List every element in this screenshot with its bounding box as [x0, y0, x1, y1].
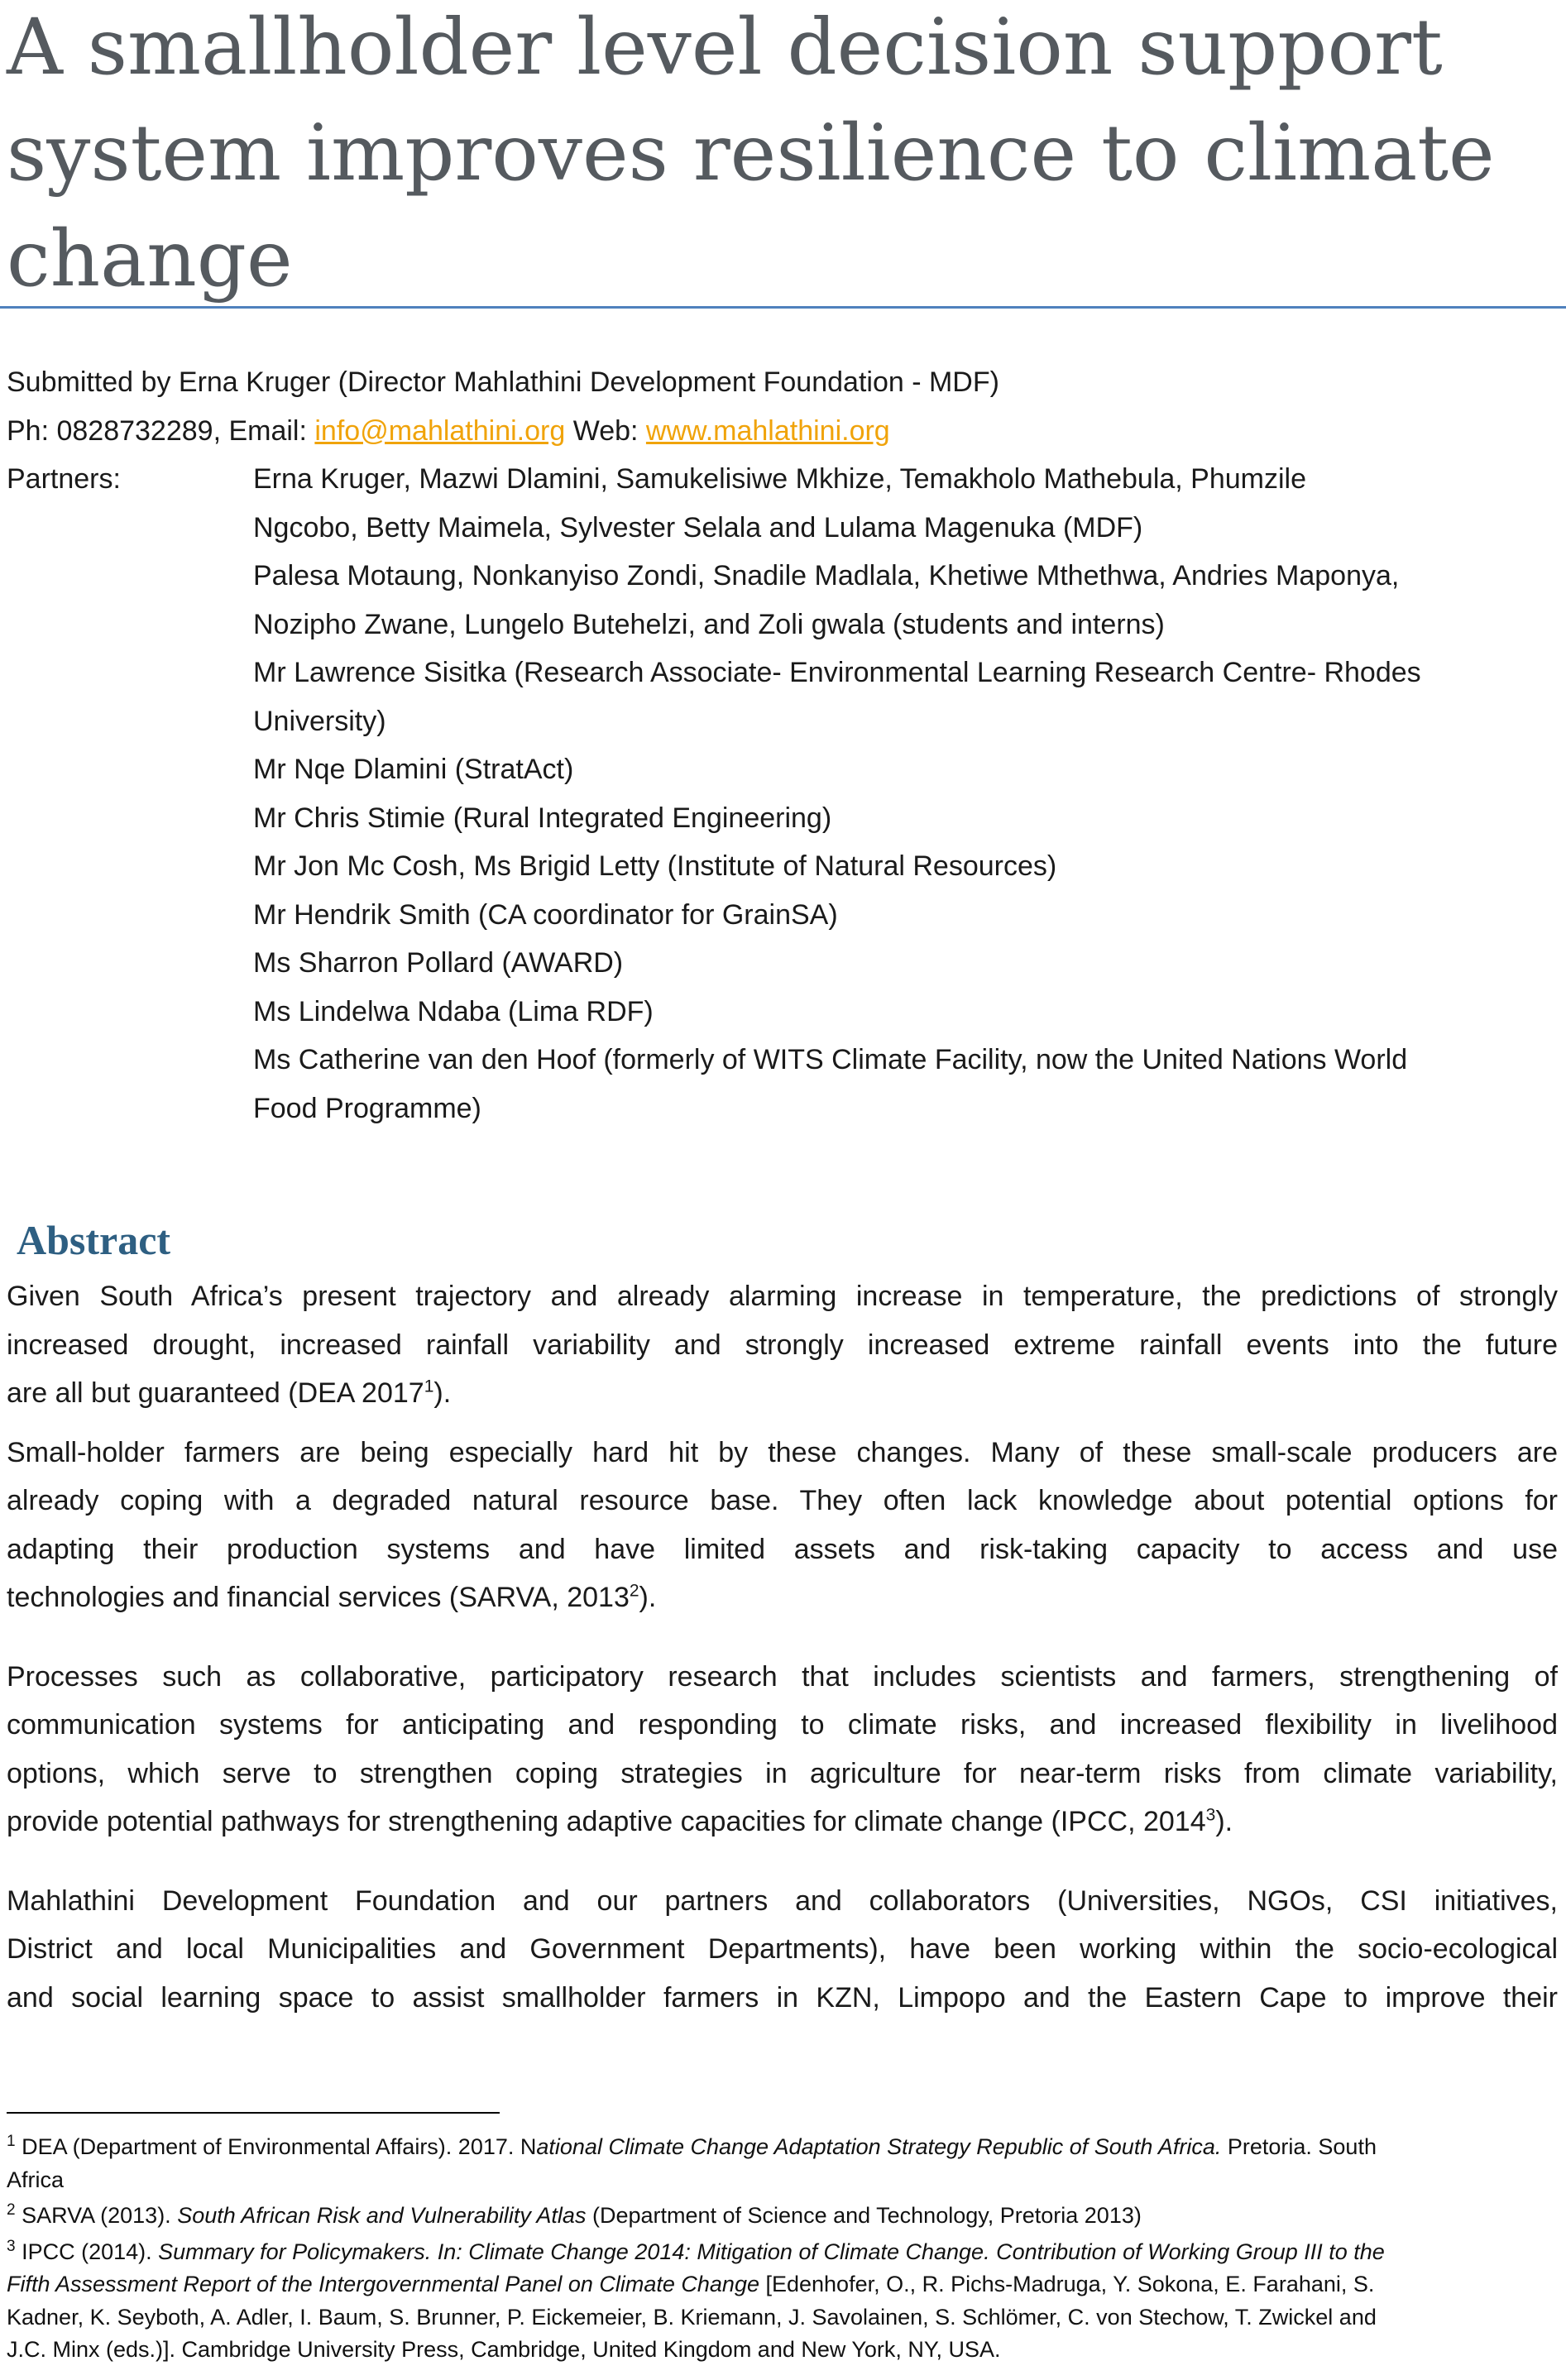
footnote-ref[interactable]: 1 [424, 1377, 434, 1396]
footnote-2 [7, 2200, 1558, 2233]
partners-block [7, 455, 1554, 1133]
text-line: already coping with a degraded natural resource base. They often lack knowledge about potential options for [7, 1485, 1558, 1516]
contact-line [7, 407, 1554, 456]
partner-line: Ms Lindelwa Ndaba (Lima RDF) [253, 995, 654, 1027]
partners-list [253, 455, 1554, 1133]
footnote-ref[interactable]: 3 [1205, 1805, 1216, 1825]
text-run: ). [433, 1377, 452, 1409]
text-line [7, 2236, 1558, 2269]
text-line: Processes such as collaborative, participatory research that includes scientists and farmers, strengthening of [7, 1660, 1558, 1693]
abstract-body [7, 1272, 1558, 2022]
footnote-separator [7, 2112, 500, 2114]
partner-line: Nozipho Zwane, Lungelo Butehelzi, and Zoli gwala (students and interns) [253, 608, 1165, 640]
partner-line: Mr Chris Stimie (Rural Integrated Engineering) [253, 802, 832, 834]
partner-line: Mr Hendrik Smith (CA coordinator for GrainSA) [253, 898, 838, 931]
text-run: Summary for Policymakers. In: Climate Change 2014: Mitigation of Climate Change. Contribution of Working Group III to the [158, 2239, 1385, 2264]
text-run: provide potential pathways for strengthening adaptive capacities for climate change (IPCC, 2014 [7, 1806, 1206, 1837]
text-run: Pretoria. South [1221, 2134, 1377, 2159]
partner-line: Ms Catherine van den Hoof (formerly of WITS Climate Facility, now the United Nations World [253, 1044, 1408, 1075]
text-line [7, 2200, 1558, 2233]
text-line: District and local Municipalities and Government Departments), have been working within the socio-ecological [7, 1933, 1558, 1965]
abstract-paragraph-1 [7, 1272, 1558, 1418]
text-line: options, which serve to strengthen coping strategies in agriculture for near-term risks from climate variability, [7, 1757, 1558, 1789]
text-run: (Department of Science and Technology, Pretoria 2013) [586, 2203, 1142, 2228]
contact-phone: Ph: 0828732289, Email: [7, 414, 315, 447]
footnote-1 [7, 2131, 1558, 2196]
text-run: are all but guaranteed (DEA 2017 [7, 1377, 424, 1409]
text-run: SARVA (2013). [15, 2203, 178, 2228]
partner-line: Palesa Motaung, Nonkanyiso Zondi, Snadile Madlala, Khetiwe Mthethwa, Andries Maponya, [253, 560, 1400, 591]
text-run: ational Climate Change Adaptation Strategy Republic of South Africa. [536, 2134, 1222, 2159]
footnote-number: 3 [7, 2237, 16, 2255]
partner-line: Mr Jon Mc Cosh, Ms Brigid Letty (Institute of Natural Resources) [253, 850, 1057, 882]
text-line [7, 1369, 1558, 1418]
partner-line: Food Programme) [253, 1092, 481, 1124]
website-link[interactable]: www.mahlathini.org [645, 414, 890, 447]
text-line: adapting their production systems and have limited assets and risk-taking capacity to access and use [7, 1533, 1558, 1565]
partner-line: Erna Kruger, Mazwi Dlamini, Samukelisiwe Mkhize, Temakholo Mathebula, Phumzile [253, 463, 1307, 495]
footnote-ref[interactable]: 2 [629, 1581, 639, 1601]
abstract-paragraph-2 [7, 1429, 1558, 1622]
text-line [7, 1573, 1558, 1622]
footnote-3 [7, 2236, 1558, 2367]
text-line: Given South Africa’s present trajectory and already alarming increase in temperature, the predictions of strongly [7, 1281, 1558, 1312]
text-run: ). [1215, 1806, 1233, 1837]
text-line: Mahlathini Development Foundation and our partners and collaborators (Universities, NGOs, CSI initiatives, [7, 1884, 1558, 1917]
partner-line: Mr Lawrence Sisitka (Research Associate- Environmental Learning Research Centre- Rhodes [253, 657, 1421, 688]
abstract-paragraph-3 [7, 1653, 1558, 1846]
text-line: increased drought, increased rainfall variability and strongly increased extreme rainfall events into the future [7, 1329, 1558, 1361]
text-line [7, 2268, 1558, 2301]
partner-line: Mr Nqe Dlamini (StratAct) [253, 754, 574, 785]
footnote-number: 1 [7, 2133, 16, 2150]
text-line: Small-holder farmers are being especially hard hit by these changes. Many of these small-scale producers are [7, 1436, 1558, 1468]
title-line: change [7, 214, 293, 304]
text-run: South African Risk and Vulnerability Atlas [177, 2203, 587, 2228]
text-run: IPCC (2014). [15, 2239, 159, 2264]
title-line: A smallholder level decision support [7, 2, 1443, 93]
document-title [7, 0, 1545, 313]
footnotes [7, 2131, 1558, 2370]
partner-line: University) [253, 705, 386, 737]
text-line: J.C. Minx (eds.)]. Cambridge University Press, Cambridge, United Kingdom and New York, NY, USA. [7, 2337, 1001, 2362]
text-line: communication systems for anticipating and responding to climate risks, and increased flexibility in livelihood [7, 1709, 1558, 1741]
partners-label: Partners: [7, 463, 121, 495]
text-line: and social learning space to assist smallholder farmers in KZN, Limpopo and the Eastern Cape to improve their [7, 1981, 1558, 2014]
text-run: DEA (Department of Environmental Affairs). 2017. N [15, 2134, 537, 2159]
text-line: Africa [7, 2167, 65, 2192]
text-line: Kadner, K. Seyboth, A. Adler, I. Baum, S. Brunner, P. Eickemeier, B. Kriemann, J. Savolainen, S. Schlömer, C. von Stechow, T. Zwickel and [7, 2304, 1377, 2330]
web-label: Web: [565, 414, 646, 447]
submitted-by: Submitted by Erna Kruger (Director Mahlathini Development Foundation - MDF) [7, 366, 999, 398]
footnote-number: 2 [7, 2201, 16, 2219]
abstract-paragraph-4 [7, 1877, 1558, 2023]
title-divider [0, 306, 1566, 309]
title-line: system improves resilience to climate [7, 108, 1495, 199]
submission-info [7, 358, 1554, 1133]
text-line [7, 2131, 1558, 2164]
text-run: [Edenhofer, O., R. Pichs-Madruga, Y. Sokona, E. Farahani, S. [759, 2272, 1375, 2296]
text-run: technologies and financial services (SARVA, 2013 [7, 1582, 630, 1613]
text-run: Fifth Assessment Report of the Intergovernmental Panel on Climate Change [7, 2272, 759, 2296]
email-link[interactable]: info@mahlathini.org [314, 414, 566, 447]
text-line [7, 1798, 1558, 1846]
text-run: ). [639, 1582, 657, 1613]
partner-line: Ngcobo, Betty Maimela, Sylvester Selala and Lulama Magenuka (MDF) [253, 511, 1143, 544]
partner-line: Ms Sharron Pollard (AWARD) [253, 947, 624, 979]
abstract-heading: Abstract [17, 1217, 171, 1263]
